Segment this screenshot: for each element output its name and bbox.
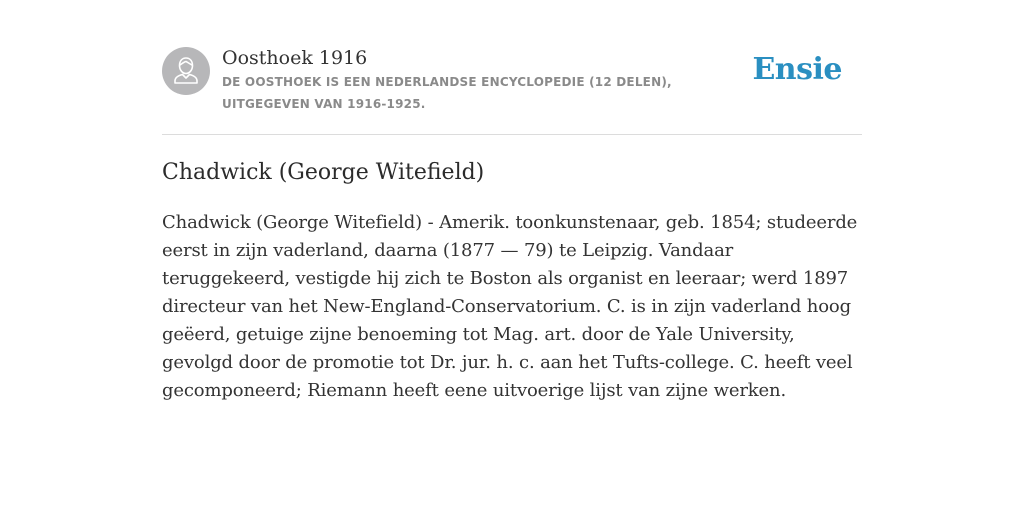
ensie-logo-link[interactable]: Ensie — [752, 52, 842, 87]
source-info — [222, 45, 762, 115]
page-container — [162, 0, 862, 405]
user-avatar-icon[interactable] — [162, 47, 210, 95]
article-title: Chadwick (George Witefield) — [162, 160, 485, 185]
source-header — [162, 0, 862, 135]
article-body: Chadwick (George Witefield) - Amerik. toonkunstenaar, geb. 1854; studeerde eerst in zijn vaderland, daarna (1877 — 79) te Leipzig. Vandaar teruggekeerd, vestigde hij zich te Boston als organist en leeraar; werd 1897 directeur van het New-England-Conservatorium. C. is in zijn vaderland hoog geëerd, getuige zijne benoeming tot Mag. art. door de Yale University, gevolgd door de promotie tot Dr. jur. h. c. aan het Tufts-college. C. heeft veel gecomponeerd; Riemann heeft eene uitvoerige lijst van zijne werken. — [162, 212, 858, 401]
source-name[interactable]: Oosthoek 1916 — [222, 47, 368, 69]
source-description: DE OOSTHOEK IS EEN NEDERLANDSE ENCYCLOPEDIE (12 DELEN), UITGEGEVEN VAN 1916-1925. — [222, 75, 672, 111]
